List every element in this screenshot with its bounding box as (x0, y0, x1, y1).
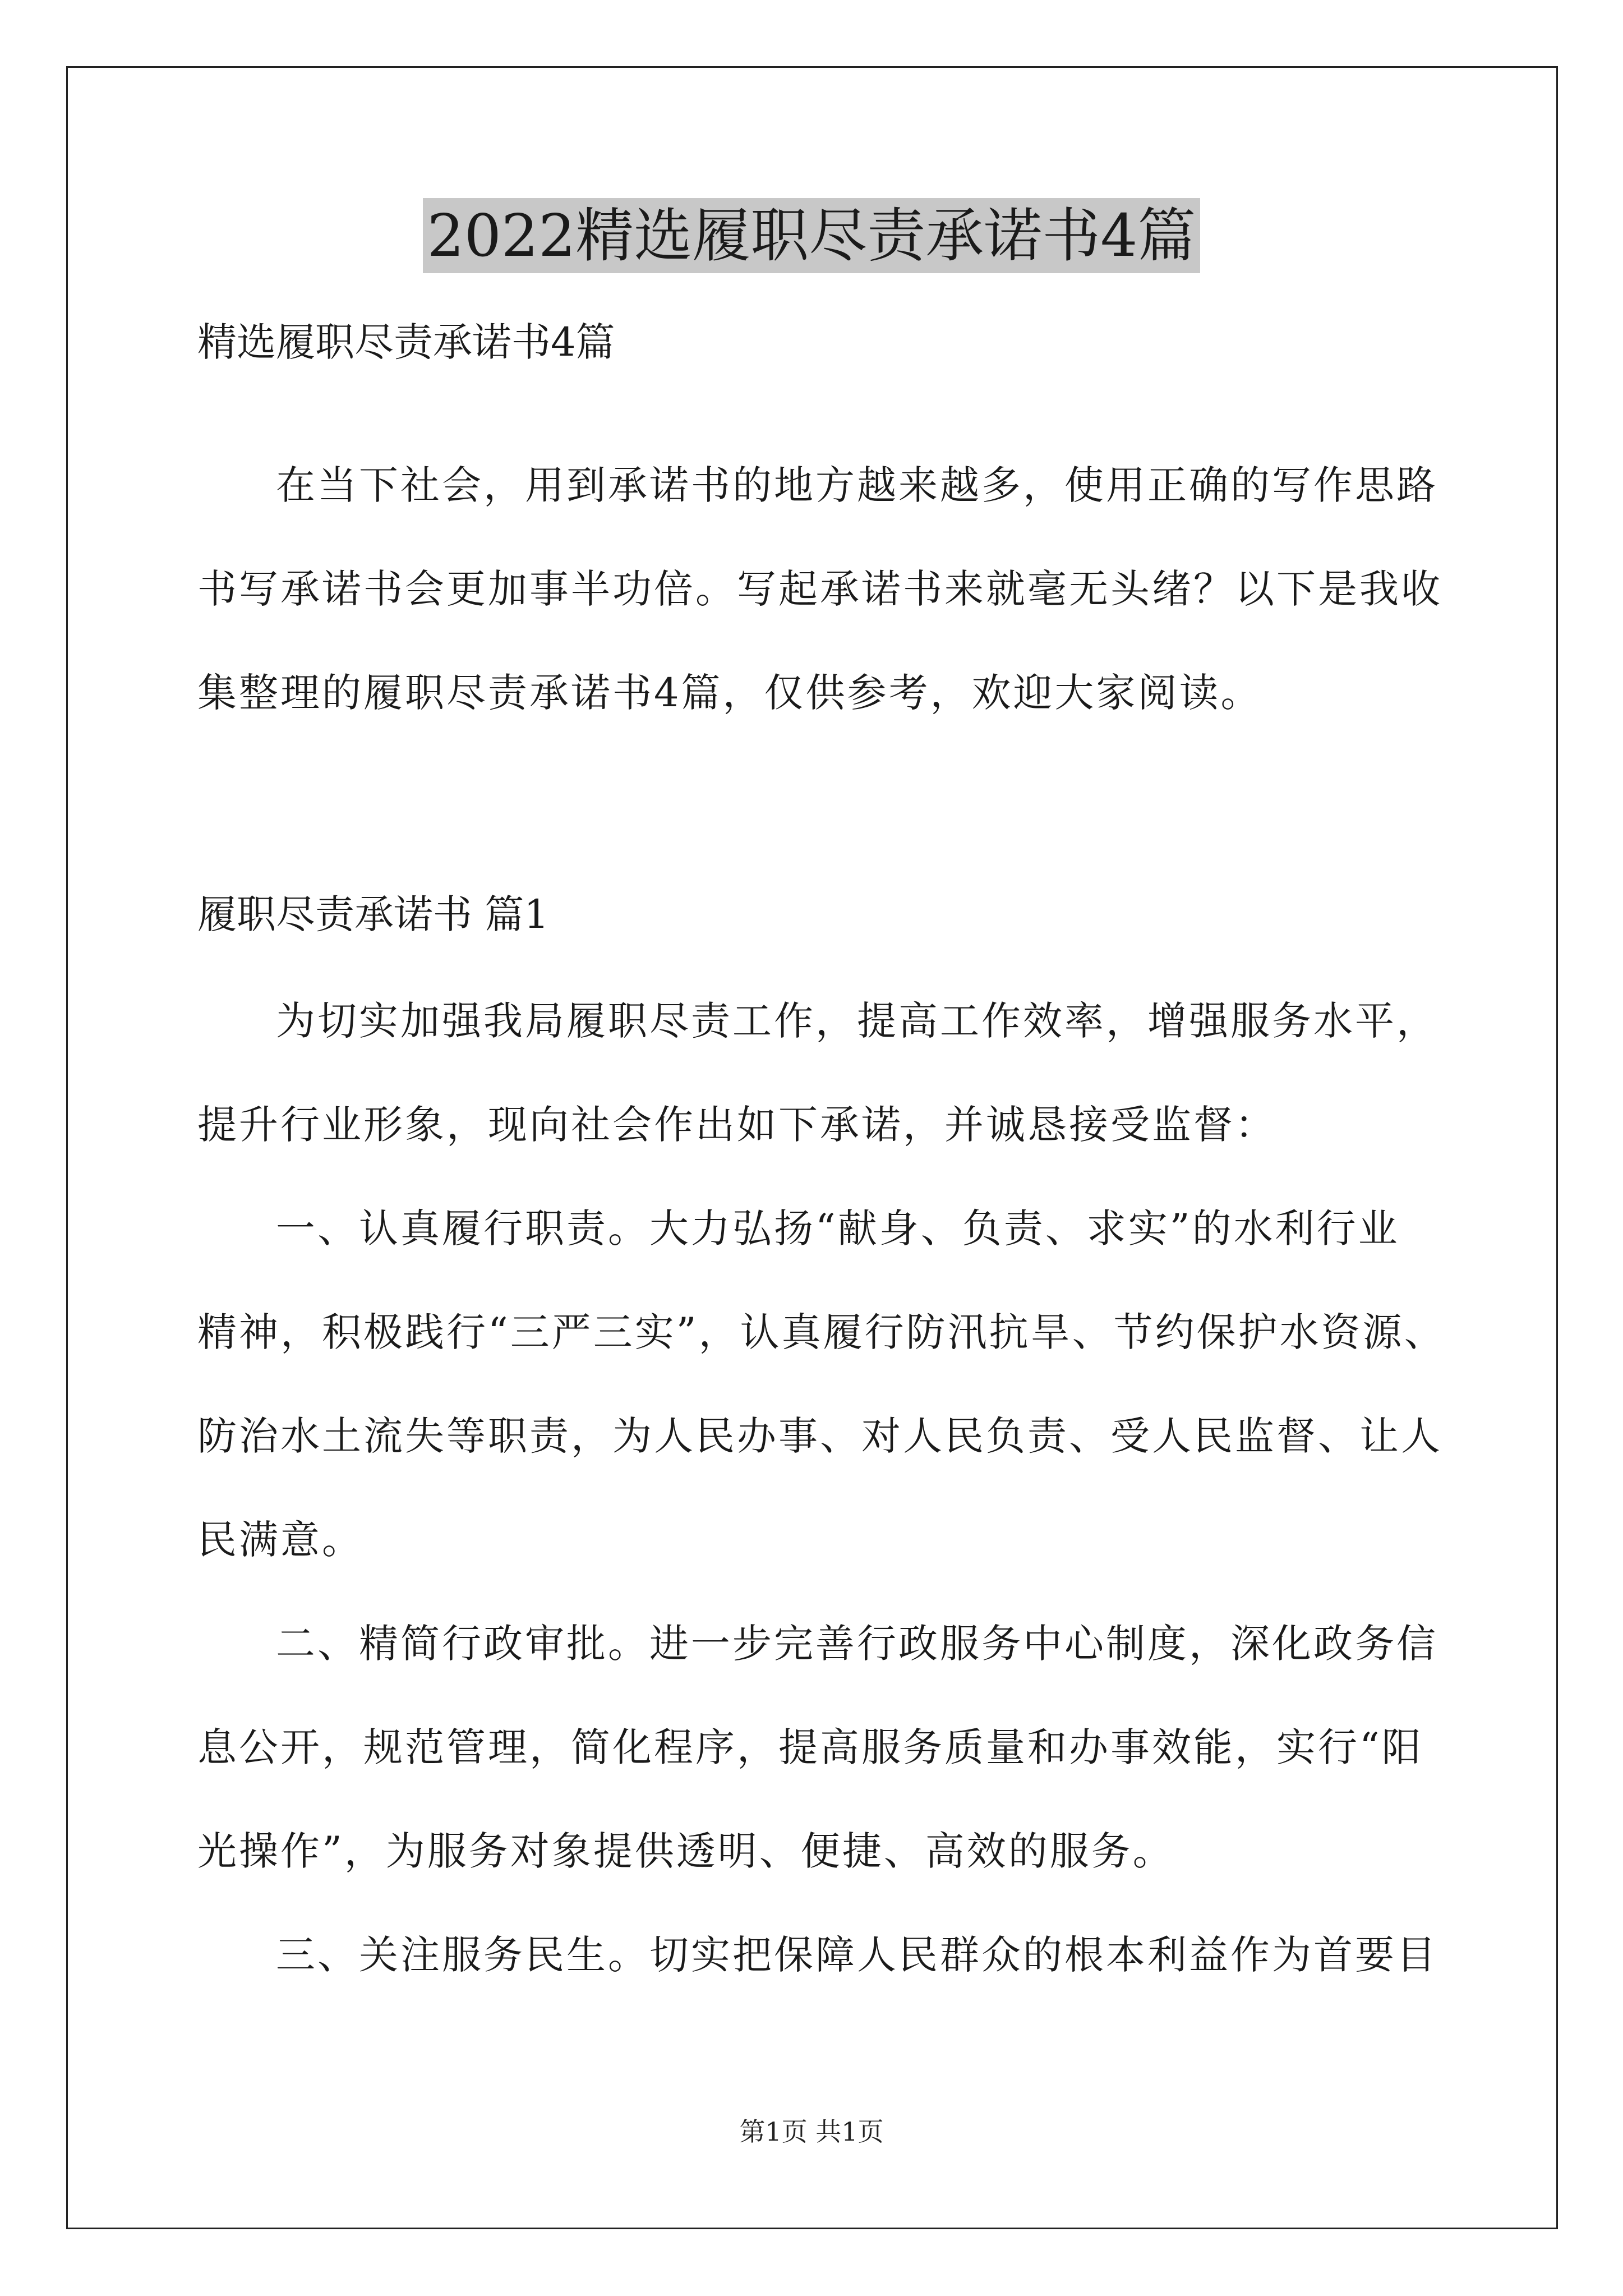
intro-line-3: 集整理的履职尽责承诺书4篇，仅供参考，欢迎大家阅读。 (197, 670, 1262, 716)
document-title (0, 199, 1623, 272)
body-line-4: 精神，积极践行“三严三实”，认真履行防汛抗旱、节约保护水资源、 (197, 1309, 1446, 1355)
body-line-5: 防治水土流失等职责，为人民办事、对人民负责、受人民监督、让人 (197, 1413, 1442, 1459)
intro-line-1: 在当下社会，用到承诺书的地方越来越多，使用正确的写作思路 (276, 462, 1438, 508)
body-line-6: 民满意。 (197, 1517, 363, 1563)
page-footer: 第1页 共1页 (739, 2116, 884, 2147)
body-line-1: 为切实加强我局履职尽责工作，提高工作效率，增强服务水平， (276, 998, 1438, 1044)
document-subtitle: 精选履职尽责承诺书4篇 (197, 319, 615, 365)
body-line-2: 提升行业形象，现向社会作出如下承诺，并诚恳接受监督： (197, 1102, 1276, 1148)
body-line-3: 一、认真履行职责。大力弘扬“献身、负责、求实”的水利行业 (276, 1205, 1400, 1251)
body-line-9: 光操作”，为服务对象提供透明、便捷、高效的服务。 (197, 1828, 1174, 1874)
body-line-7: 二、精简行政审批。进一步完善行政服务中心制度，深化政务信 (276, 1621, 1438, 1667)
intro-line-2: 书写承诺书会更加事半功倍。写起承诺书来就毫无头绪？以下是我收 (197, 566, 1442, 612)
section-heading: 履职尽责承诺书 篇1 (197, 891, 549, 937)
body-line-10: 三、关注服务民生。切实把保障人民群众的根本利益作为首要目 (276, 1932, 1438, 1978)
document-title-text: 2022精选履职尽责承诺书4篇 (423, 198, 1201, 273)
body-line-8: 息公开，规范管理，简化程序，提高服务质量和办事效能，实行“阳 (197, 1724, 1423, 1770)
